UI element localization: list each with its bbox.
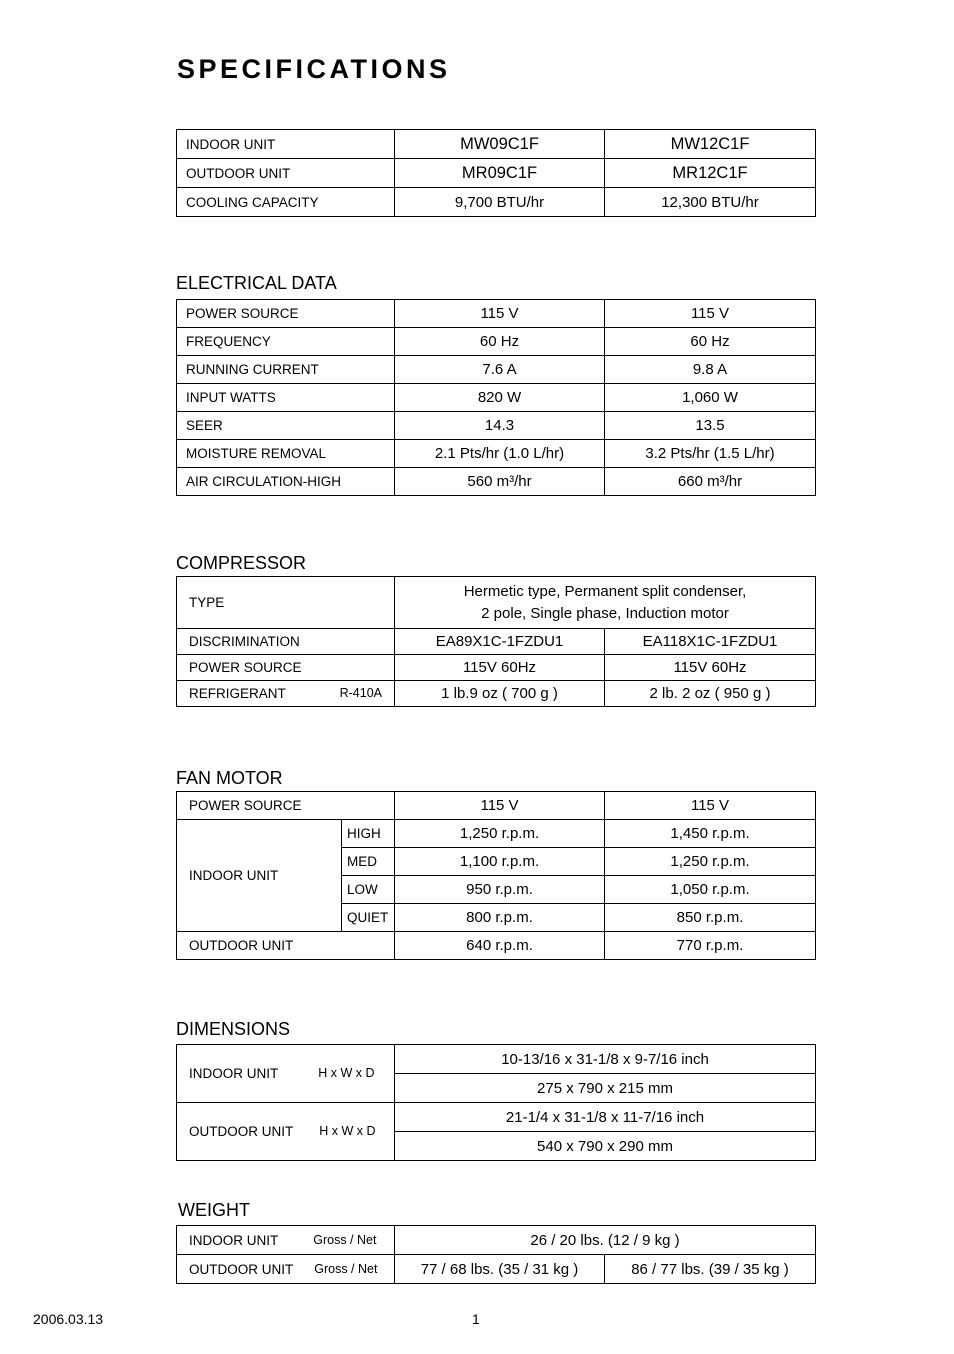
cell-value: 820 W	[395, 384, 605, 412]
row-label: RUNNING CURRENT	[177, 356, 395, 384]
cell-value: 540 x 790 x 290 mm	[395, 1132, 816, 1161]
row-label: REFRIGERANT	[189, 686, 286, 701]
fan-table	[176, 791, 816, 960]
row-label: OUTDOOR UNIT	[189, 1124, 294, 1139]
cell-value: 26 / 20 lbs. (12 / 9 kg )	[395, 1226, 816, 1255]
compressor-heading: COMPRESSOR	[176, 553, 307, 573]
table-row	[177, 1255, 816, 1284]
table-row	[177, 820, 816, 848]
outdoor-dim-label-cell	[177, 1103, 395, 1161]
outdoor-weight-label-cell	[177, 1255, 395, 1284]
cell-value: EA118X1C-1FZDU1	[605, 629, 816, 655]
gross-net-label: Gross / Net	[314, 1261, 378, 1276]
row-label: INDOOR UNIT	[177, 130, 395, 159]
cell-value: 2.1 Pts/hr (1.0 L/hr)	[395, 440, 605, 468]
cell-value: 9.8 A	[605, 356, 816, 384]
cell-value: MW12C1F	[605, 130, 816, 159]
refrigerant-label-cell	[177, 681, 395, 707]
cell-value: 1,050 r.p.m.	[605, 876, 816, 904]
cell-value: 115 V	[605, 792, 816, 820]
cell-value: 1 lb.9 oz ( 700 g )	[395, 681, 605, 707]
page-title: SPECIFICATIONS	[177, 54, 451, 84]
cell-value: 1,060 W	[605, 384, 816, 412]
cell-value: 660 m³/hr	[605, 468, 816, 496]
table-row	[177, 1226, 816, 1255]
compressor-table	[176, 576, 816, 707]
table-row	[177, 300, 816, 328]
cell-value: 10-13/16 x 31-1/8 x 9-7/16 inch	[395, 1045, 816, 1074]
cell-value: 77 / 68 lbs. (35 / 31 kg )	[395, 1255, 605, 1284]
cell-value: 800 r.p.m.	[395, 904, 605, 932]
speed-label: MED	[342, 848, 395, 876]
cell-value: 115V 60Hz	[605, 655, 816, 681]
gross-net-label: Gross / Net	[313, 1232, 377, 1247]
dimensions-heading: DIMENSIONS	[176, 1019, 291, 1039]
cell-value: 850 r.p.m.	[605, 904, 816, 932]
speed-label: HIGH	[342, 820, 395, 848]
row-label: DISCRIMINATION	[177, 629, 395, 655]
cell-value: 640 r.p.m.	[395, 932, 605, 960]
table-row	[177, 328, 816, 356]
cell-value: 12,300 BTU/hr	[605, 188, 816, 217]
cell-value: 770 r.p.m.	[605, 932, 816, 960]
cell-value: 1,250 r.p.m.	[395, 820, 605, 848]
cell-value: 275 x 790 x 215 mm	[395, 1074, 816, 1103]
page-number: 1	[472, 1311, 480, 1327]
table-row	[177, 159, 816, 188]
table-row	[177, 130, 816, 159]
table-row	[177, 1045, 816, 1074]
row-label: POWER SOURCE	[177, 300, 395, 328]
fan-heading: FAN MOTOR	[176, 768, 283, 788]
row-label: OUTDOOR UNIT	[177, 159, 395, 188]
cell-value: 950 r.p.m.	[395, 876, 605, 904]
table-row	[177, 932, 816, 960]
electrical-heading: ELECTRICAL DATA	[176, 273, 337, 293]
table-row	[177, 356, 816, 384]
weight-table	[176, 1225, 816, 1284]
table-row	[177, 412, 816, 440]
models-table	[176, 129, 816, 217]
table-row	[177, 681, 816, 707]
dimensions-table	[176, 1044, 816, 1161]
cell-value: 86 / 77 lbs. (39 / 35 kg )	[605, 1255, 816, 1284]
row-label: TYPE	[177, 577, 395, 629]
row-label: INDOOR UNIT	[177, 820, 342, 932]
row-label: INDOOR UNIT	[189, 1232, 279, 1248]
table-row	[177, 440, 816, 468]
cell-value: 1,100 r.p.m.	[395, 848, 605, 876]
cell-value: 115V 60Hz	[395, 655, 605, 681]
row-label: AIR CIRCULATION-HIGH	[177, 468, 395, 496]
cell-value: 9,700 BTU/hr	[395, 188, 605, 217]
row-label: OUTDOOR UNIT	[189, 1261, 294, 1277]
cell-value: 60 Hz	[605, 328, 816, 356]
table-row	[177, 629, 816, 655]
speed-label: LOW	[342, 876, 395, 904]
cell-value: 60 Hz	[395, 328, 605, 356]
electrical-table	[176, 299, 816, 496]
table-row	[177, 577, 816, 629]
cell-value: 14.3	[395, 412, 605, 440]
row-label: INDOOR UNIT	[189, 1066, 279, 1081]
row-label: POWER SOURCE	[177, 792, 395, 820]
dim-axis-label: H x W x D	[319, 1124, 376, 1138]
row-label: MOISTURE REMOVAL	[177, 440, 395, 468]
speed-label: QUIET	[342, 904, 395, 932]
type-line-2: 2 pole, Single phase, Induction motor	[481, 604, 729, 622]
cell-value: 13.5	[605, 412, 816, 440]
indoor-dim-label-cell	[177, 1045, 395, 1103]
table-row	[177, 384, 816, 412]
cell-value: 1,250 r.p.m.	[605, 848, 816, 876]
cell-value: 2 lb. 2 oz ( 950 g )	[605, 681, 816, 707]
cell-value: MR09C1F	[395, 159, 605, 188]
table-row	[177, 655, 816, 681]
cell-value: EA89X1C-1FZDU1	[395, 629, 605, 655]
row-label: SEER	[177, 412, 395, 440]
cell-value: 560 m³/hr	[395, 468, 605, 496]
cell-value: 3.2 Pts/hr (1.5 L/hr)	[605, 440, 816, 468]
table-row	[177, 188, 816, 217]
table-row	[177, 1103, 816, 1132]
table-row	[177, 468, 816, 496]
row-label: FREQUENCY	[177, 328, 395, 356]
cell-value: 1,450 r.p.m.	[605, 820, 816, 848]
cell-value: 115 V	[395, 792, 605, 820]
cell-value: 21-1/4 x 31-1/8 x 11-7/16 inch	[395, 1103, 816, 1132]
compressor-type-cell	[395, 577, 816, 629]
footer-date: 2006.03.13	[33, 1311, 104, 1327]
row-label: COOLING CAPACITY	[177, 188, 395, 217]
type-line-1: Hermetic type, Permanent split condenser,	[463, 582, 747, 600]
cell-value: 7.6 A	[395, 356, 605, 384]
cell-value: 115 V	[605, 300, 816, 328]
cell-value: 115 V	[395, 300, 605, 328]
cell-value: MR12C1F	[605, 159, 816, 188]
refrigerant-type: R-410A	[339, 686, 382, 700]
row-label: INPUT WATTS	[177, 384, 395, 412]
table-row	[177, 792, 816, 820]
row-label: POWER SOURCE	[177, 655, 395, 681]
cell-value: MW09C1F	[395, 130, 605, 159]
indoor-weight-label-cell	[177, 1226, 395, 1255]
weight-heading: WEIGHT	[178, 1200, 250, 1220]
dim-axis-label: H x W x D	[318, 1066, 375, 1080]
row-label: OUTDOOR UNIT	[177, 932, 395, 960]
